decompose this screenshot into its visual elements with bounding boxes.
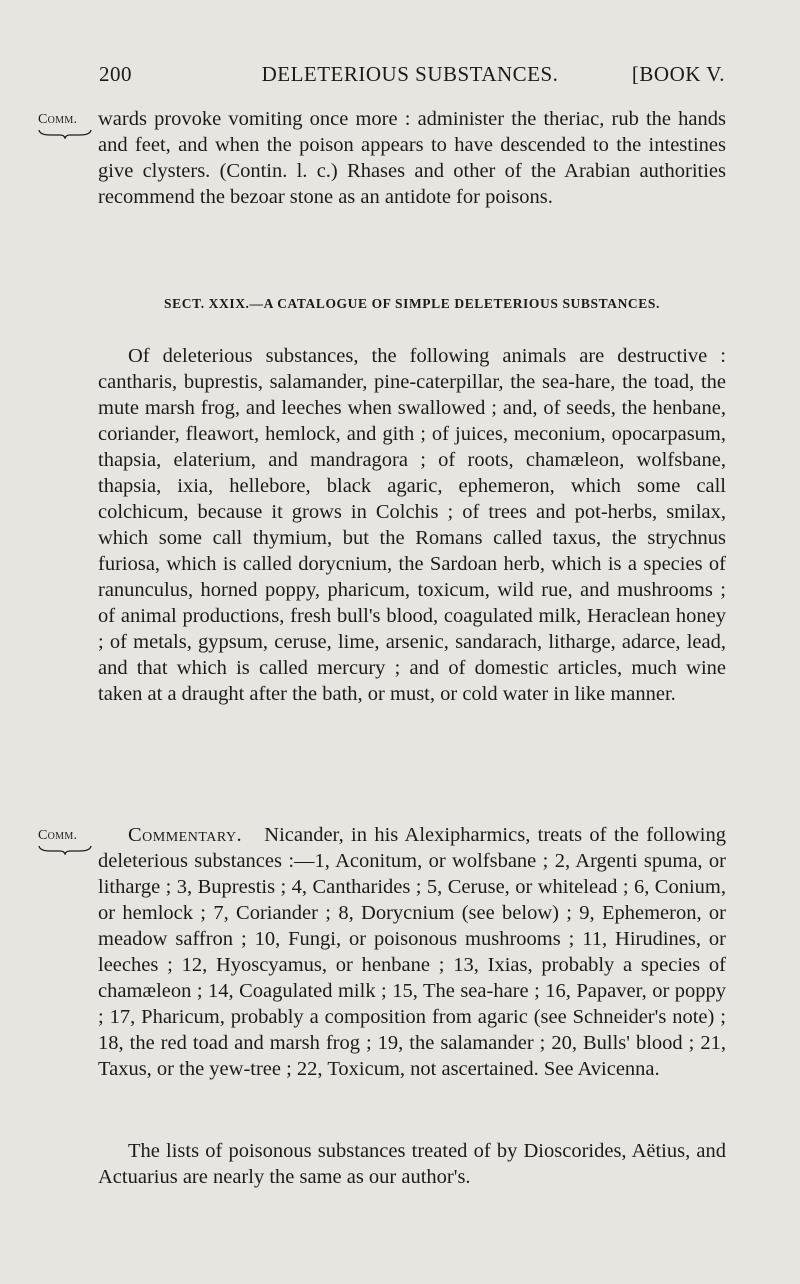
paragraph-commentary <box>98 822 726 1082</box>
margin-note-comm-1 <box>38 112 96 139</box>
paragraph-continuation: wards provoke vomiting once more : administer the theriac, rub the hands and feet, and when the poison appears to have descended to the intestines give clysters. (Contin. l. c.) Rhases and other of the Arabian authorities recommend the bezoar stone as an antidote for poisons. <box>98 108 726 208</box>
section-heading: SECT. XXIX.—A CATALOGUE OF SIMPLE DELETERIOUS SUBSTANCES. <box>164 296 660 311</box>
running-header <box>95 62 725 92</box>
brace-icon <box>38 845 92 855</box>
page-number: 200 <box>99 62 132 86</box>
brace-icon <box>38 129 92 139</box>
paragraph-catalogue: Of deleterious substances, the following animals are destructive : cantharis, buprestis, salamander, pine-caterpillar, the sea-hare, the toad, the mute marsh frog, and leeches when swallowed ; and, of seeds, the henbane, coriander, fleawort, hemlock, and gith ; of juices, meconium, opocarpasum, thapsia, elaterium, and mandragora ; of roots, chamæleon, wolfsbane, thapsia, ixia, hellebore, black agaric, ephemeron, which some call colchicum, because it grows in Colchis ; of trees and pot-herbs, smilax, which some call thymium, but the Romans called taxus, the strychnus furiosa, which is called dorycnium, the Sardoan herb, which is a species of ranunculus, horned poppy, pharicum, toxicum, wild rue, and mushrooms ; of animal productions, fresh bull's blood, coagulated milk, Heraclean honey ; of metals, gypsum, ceruse, lime, arsenic, sandarach, litharge, adarce, lead, and that which is called mercury ; and of domestic articles, much wine taken at a draught after the bath, or must, or cold water in like manner. <box>98 345 726 705</box>
running-title: DELETERIOUS SUBSTANCES. <box>261 62 559 86</box>
margin-note-label: Comm. <box>38 112 78 127</box>
book-reference: [BOOK V. <box>631 62 725 86</box>
margin-note-label: Comm. <box>38 828 78 843</box>
paragraph-closing: The lists of poisonous substances treated of by Dioscorides, Aëtius, and Actuarius are nearly the same as our author's. <box>98 1140 726 1188</box>
margin-note-comm-2 <box>38 828 96 855</box>
commentary-label: Commentary. <box>128 824 243 846</box>
commentary-text: Nicander, in his Alexipharmics, treats of the following deleterious substances :—1, Aconitum, or wolfsbane ; 2, Argenti spuma, or litharge ; 3, Buprestis ; 4, Cantharides ; 5, Ceruse, or whitelead ; 6, Conium, or hemlock ; 7, Coriander ; 8, Dorycnium (see below) ; 9, Ephemeron, or meadow saffron ; 10, Fungi, or poisonous mushrooms ; 11, Hirudines, or leeches ; 12, Hyoscyamus, or henbane ; 13, Ixias, probably a species of chamæleon ; 14, Coagulated milk ; 15, The sea-hare ; 16, Papaver, or poppy ; 17, Pharicum, probably a composition from agaric (see Schneider's note) ; 18, the red toad and marsh frog ; 19, the salamander ; 20, Bulls' blood ; 21, Taxus, or the yew-tree ; 22, Toxicum, not ascertained. See Avicenna. <box>98 824 726 1080</box>
